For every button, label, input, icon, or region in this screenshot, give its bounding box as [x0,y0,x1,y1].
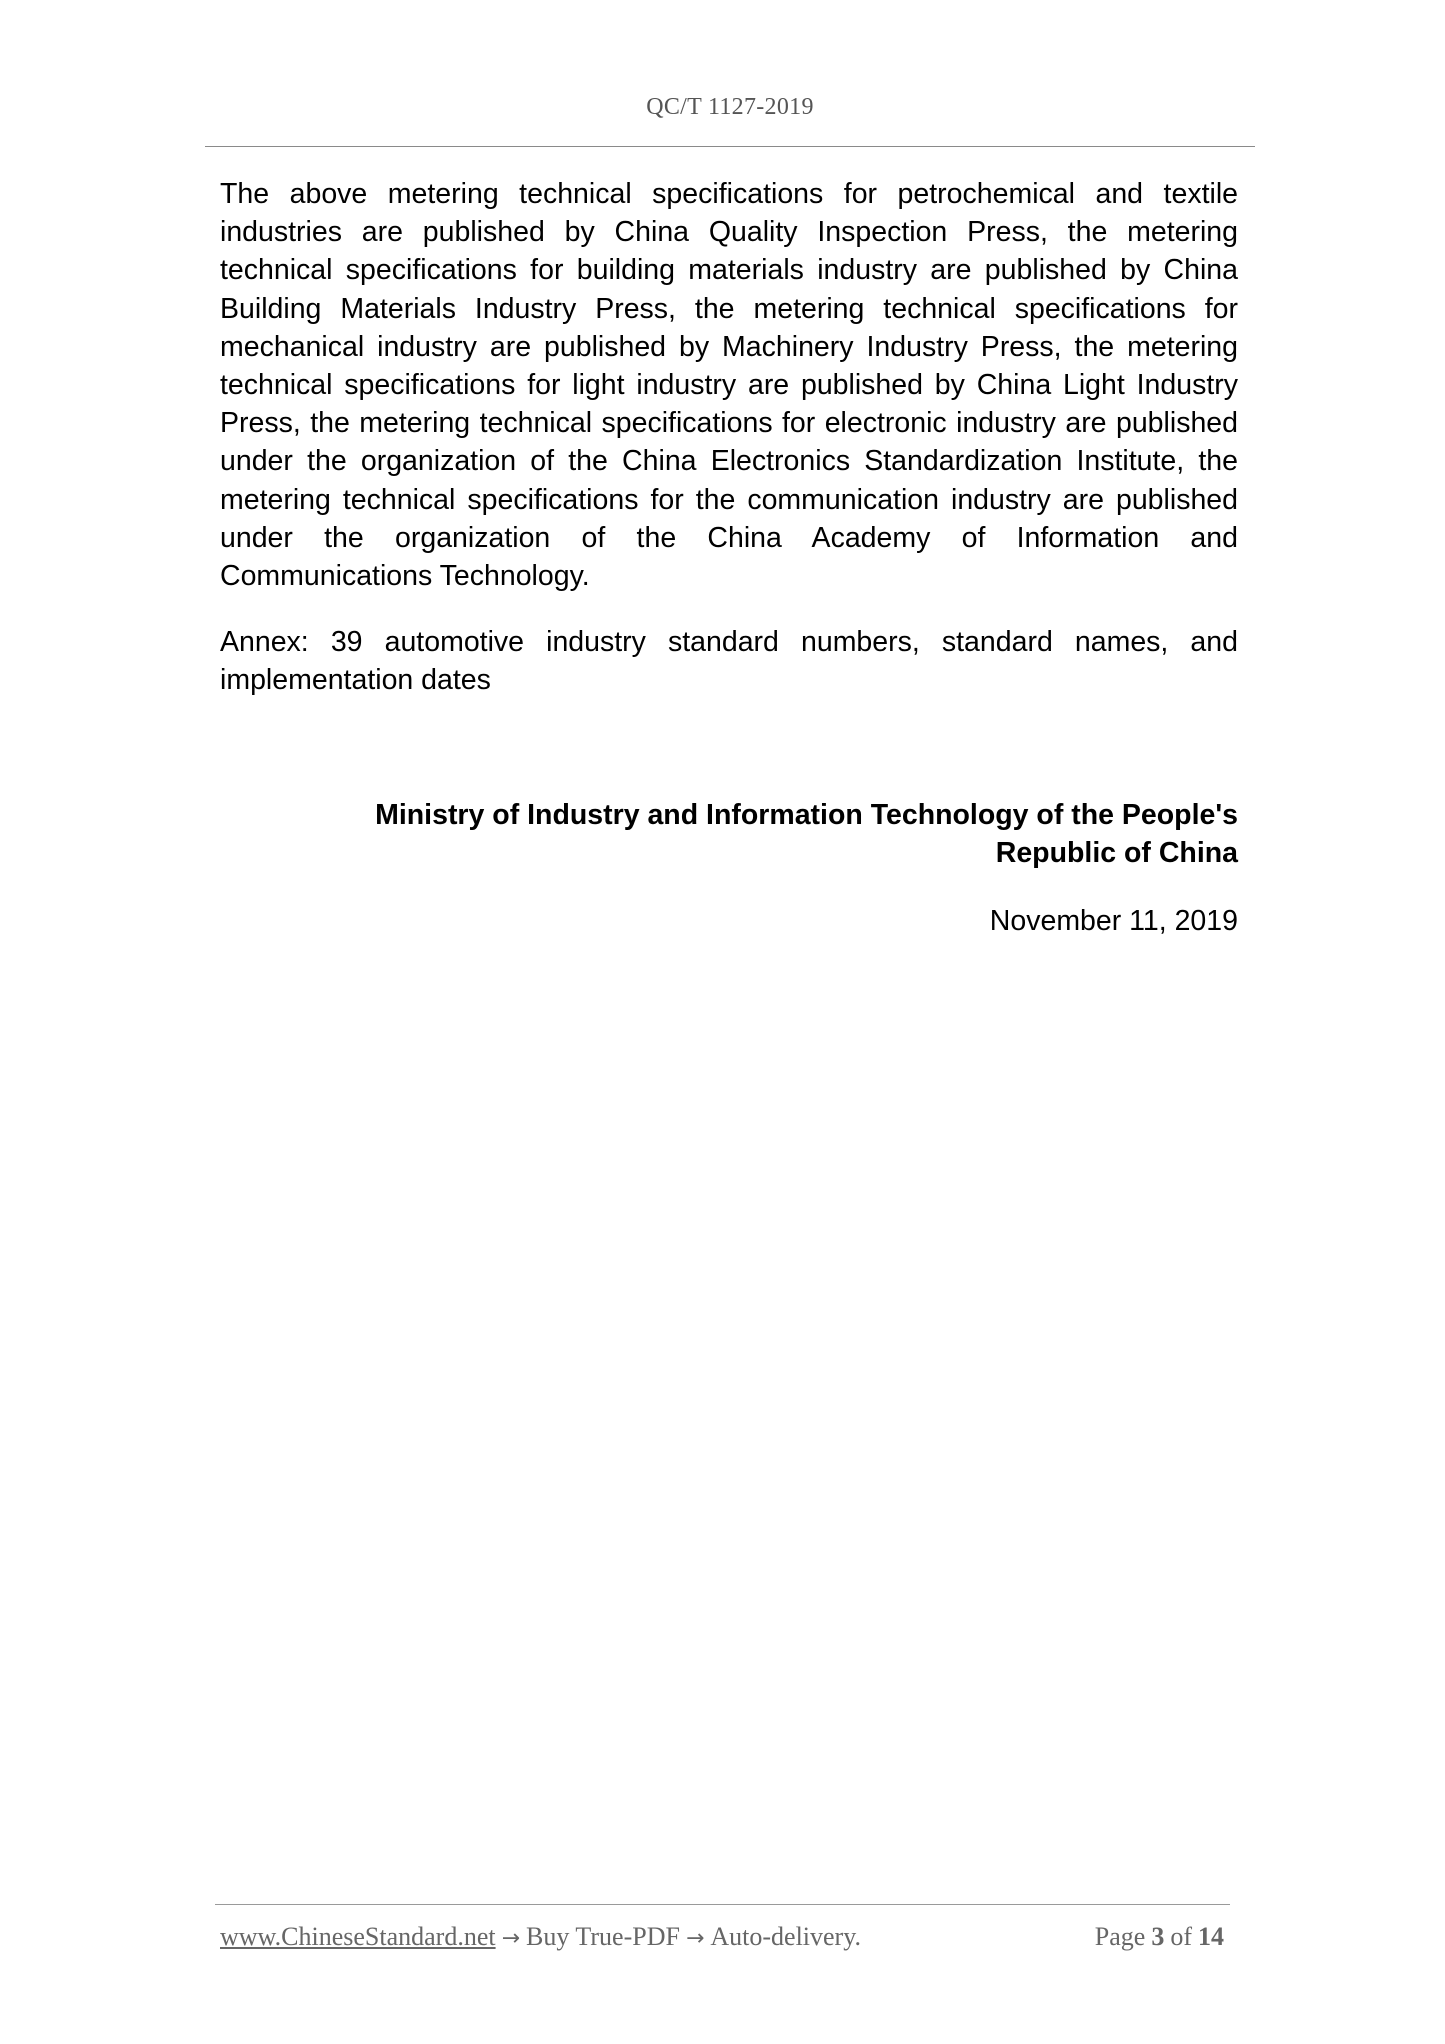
site-link[interactable]: www.ChineseStandard.net [220,1922,496,1951]
footer-divider [215,1904,1230,1906]
of-word: of [1170,1922,1192,1951]
issuer-signature [300,796,1238,872]
page-indicator [1095,1922,1230,1952]
page-header [205,90,1255,147]
current-page-number: 3 [1151,1922,1165,1951]
body-paragraph-1: The above metering technical specifications for petrochemical and textile industries are published by China Quality Inspection Press, the metering technical specifications for building materials industry are published by China Building Materials Industry Press, the metering technical specifications for mechanical industry are published by Machinery Industry Press, the metering technical specifications for light industry are published by China Light Industry Press, the metering technical specifications for electronic industry are published under the organization of the China Electronics Standardization Institute, the metering technical specifications for the communication industry are published under the organization of the China Academy of Information and Communications Technology. [220,178,1238,593]
document-code: QC/T 1127-2019 [646,94,814,120]
issue-date: November 11, 2019 [989,905,1238,937]
arrow-right-icon: → [501,1926,521,1951]
issuer-line-1: Ministry of Industry and Information Technology of the People's [375,799,1238,831]
buy-true-pdf-text: Buy True-PDF [526,1922,680,1951]
footer-promo [220,1922,861,1952]
issuer-line-2: Republic of China [995,837,1238,870]
body-paragraph-annex: Annex: 39 automotive industry standard numbers, standard names, and implementation dates [220,626,1238,697]
auto-delivery-text: Auto-delivery. [710,1922,862,1951]
total-page-number: 14 [1198,1922,1224,1951]
document-body [220,175,1238,700]
page-word: Page [1094,1922,1146,1951]
arrow-right-icon: → [685,1926,705,1951]
